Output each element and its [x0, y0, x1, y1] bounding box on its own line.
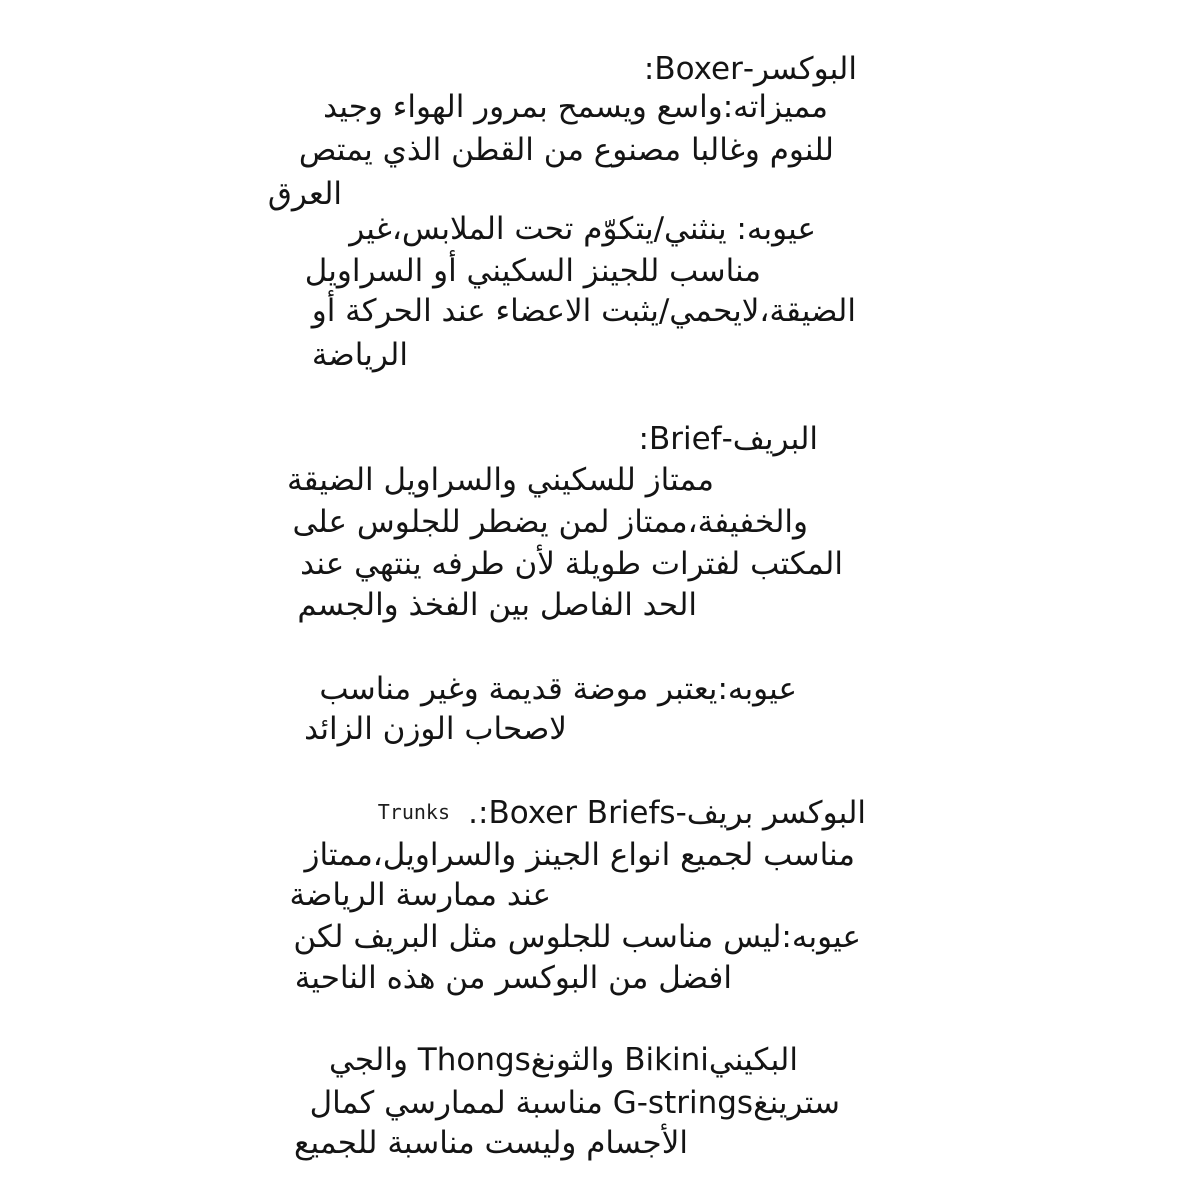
bikini-line: الأجسام وليست مناسبة للجميع [293, 1125, 688, 1161]
boxer-line: عيوبه: ينثني/يتكوّم تحت الملابس،غير [349, 211, 816, 247]
brief-line: والخفيفة،ممتاز لمن يضطر للجلوس على [292, 504, 808, 540]
boxer-line: الضيقة،لايحمي/يثبت الاعضاء عند الحركة أو [311, 293, 856, 329]
boxer-line: مميزاته:واسع ويسمح بمرور الهواء وجيد [323, 89, 828, 125]
boxer-line: مناسب للجينز السكيني أو السراويل [304, 253, 761, 289]
boxer-briefs-heading: البوكسر بريف-Boxer Briefs:. [468, 795, 866, 831]
trunks-note: Trunks [377, 800, 450, 824]
brief-line: عيوبه:يعتبر موضة قديمة وغير مناسب [319, 671, 797, 707]
brief-line: ممتاز للسكيني والسراويل الضيقة [287, 462, 714, 498]
bikini-line: سترينغG-strings مناسبة لممارسي كمال [309, 1085, 840, 1121]
boxer-briefs-line: افضل من البوكسر من هذه الناحية [294, 960, 732, 996]
boxer-briefs-line: عيوبه:ليس مناسب للجلوس مثل البريف لكن [293, 919, 861, 955]
boxer-heading: البوكسر-Boxer: [643, 51, 857, 87]
brief-heading: البريف-Brief: [638, 421, 818, 457]
boxer-briefs-line: مناسب لجميع انواع الجينز والسراويل،ممتاز [304, 837, 855, 873]
brief-line: الحد الفاصل بين الفخذ والجسم [297, 587, 697, 623]
brief-line: لاصحاب الوزن الزائد [304, 711, 567, 747]
boxer-line: الرياضة [311, 337, 408, 373]
boxer-line: للنوم وغالبا مصنوع من القطن الذي يمتص [298, 132, 834, 168]
bikini-line: البكينيBikini والثونغThongs والجي [329, 1042, 798, 1078]
boxer-line: العرق [267, 176, 342, 212]
brief-line: المكتب لفترات طويلة لأن طرفه ينتهي عند [300, 546, 843, 582]
boxer-briefs-line: عند ممارسة الرياضة [289, 877, 551, 913]
